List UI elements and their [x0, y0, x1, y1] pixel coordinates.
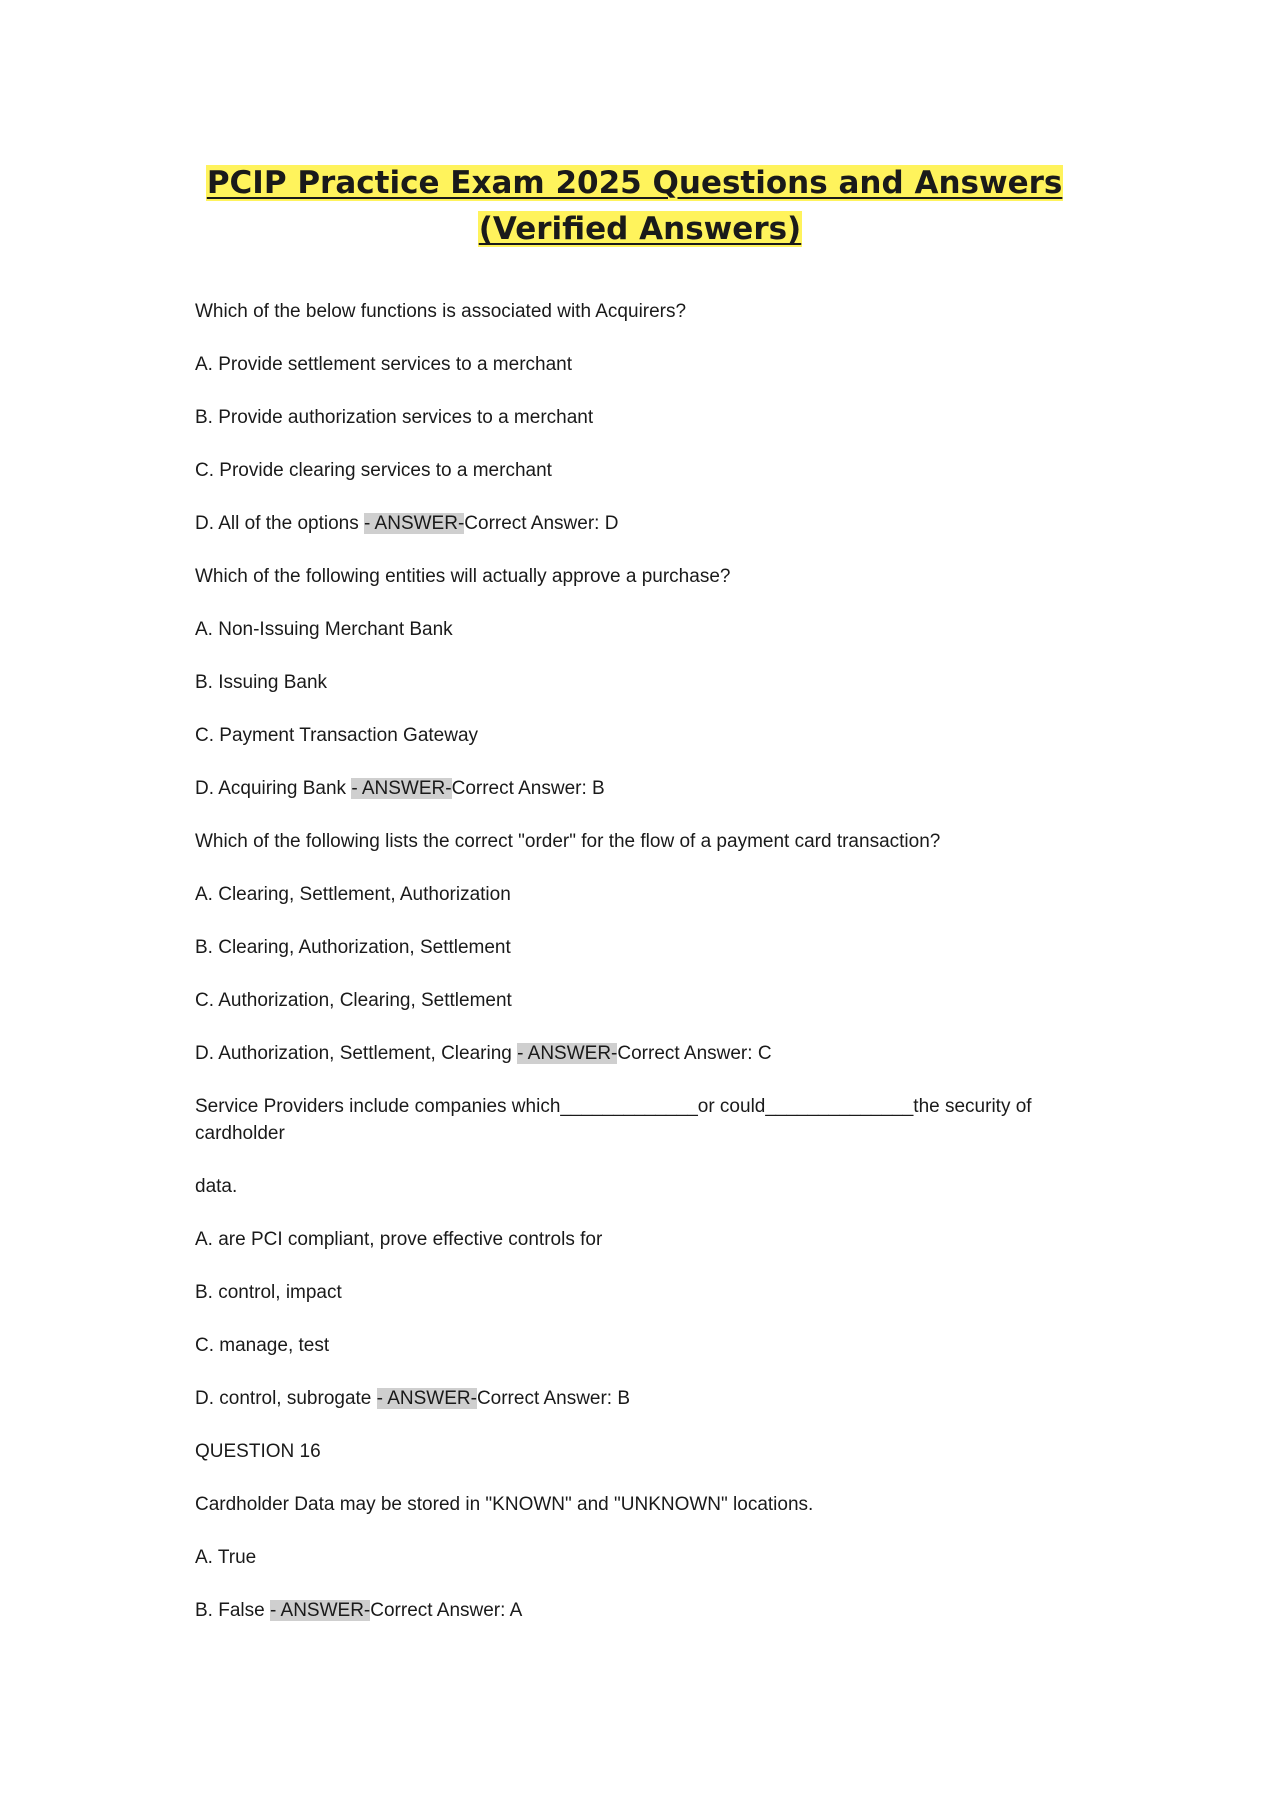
- correct-answer: Correct Answer: B: [476, 1388, 631, 1409]
- answer-option-with-answer: [195, 1040, 1075, 1067]
- correct-answer: Correct Answer: B: [451, 778, 605, 799]
- question-prompt: Which of the below functions is associated with Acquirers?: [195, 301, 687, 322]
- question-prompt: Which of the following entities will actually approve a purchase?: [195, 566, 731, 587]
- answer-option: A. Clearing, Settlement, Authorization: [195, 884, 511, 905]
- answer-option: B. Issuing Bank: [195, 672, 328, 693]
- answer-option: B. Provide authorization services to a merchant: [195, 407, 594, 428]
- answer-marker: - ANSWER-: [376, 1388, 477, 1409]
- answer-option: A. are PCI compliant, prove effective controls for: [195, 1229, 603, 1250]
- answer-option: C. Payment Transaction Gateway: [195, 725, 479, 746]
- question-prompt: Service Providers include companies which_____________or could______________the security of cardholder: [195, 1096, 1032, 1144]
- answer-option: B. Clearing, Authorization, Settlement: [195, 937, 511, 958]
- answer-option: A. True: [195, 1547, 257, 1568]
- answer-option-text: D. Authorization, Settlement, Clearing: [195, 1043, 518, 1064]
- answer-marker: - ANSWER-: [351, 778, 452, 799]
- answer-option-text: D. Acquiring Bank: [195, 778, 352, 799]
- answer-option-with-answer: [195, 1385, 1075, 1412]
- answer-option-text: B. False: [195, 1600, 270, 1621]
- answer-option: B. control, impact: [195, 1282, 342, 1303]
- answer-marker: - ANSWER-: [364, 513, 465, 534]
- question-prompt: Cardholder Data may be stored in "KNOWN" and "UNKNOWN" locations.: [195, 1494, 814, 1515]
- question-header: QUESTION 16: [195, 1441, 321, 1462]
- answer-marker: - ANSWER-: [269, 1600, 371, 1621]
- answer-option: A. Provide settlement services to a merchant: [195, 354, 572, 375]
- answer-option: A. Non-Issuing Merchant Bank: [195, 619, 453, 640]
- question-prompt: Which of the following lists the correct "order" for the flow of a payment card transaction?: [195, 831, 941, 852]
- document-title: [0, 160, 1280, 252]
- document-body: [195, 298, 1075, 1650]
- answer-option-with-answer: [195, 510, 1075, 537]
- answer-option-text: D. All of the options: [195, 513, 364, 534]
- answer-marker: - ANSWER-: [517, 1043, 618, 1064]
- correct-answer: Correct Answer: C: [617, 1043, 772, 1064]
- title-line-2: (Verified Answers): [478, 211, 802, 247]
- answer-option: C. Provide clearing services to a merchant: [195, 460, 552, 481]
- correct-answer: Correct Answer: D: [464, 513, 619, 534]
- title-line-1: PCIP Practice Exam 2025 Questions and Answers: [206, 165, 1063, 201]
- question-prompt-continued: data.: [195, 1176, 238, 1197]
- correct-answer: Correct Answer: A: [370, 1600, 523, 1621]
- answer-option-text: D. control, subrogate: [195, 1388, 377, 1409]
- answer-option-with-answer: [195, 1597, 1075, 1624]
- answer-option: C. Authorization, Clearing, Settlement: [195, 990, 512, 1011]
- answer-option-with-answer: [195, 775, 1075, 802]
- answer-option: C. manage, test: [195, 1335, 330, 1356]
